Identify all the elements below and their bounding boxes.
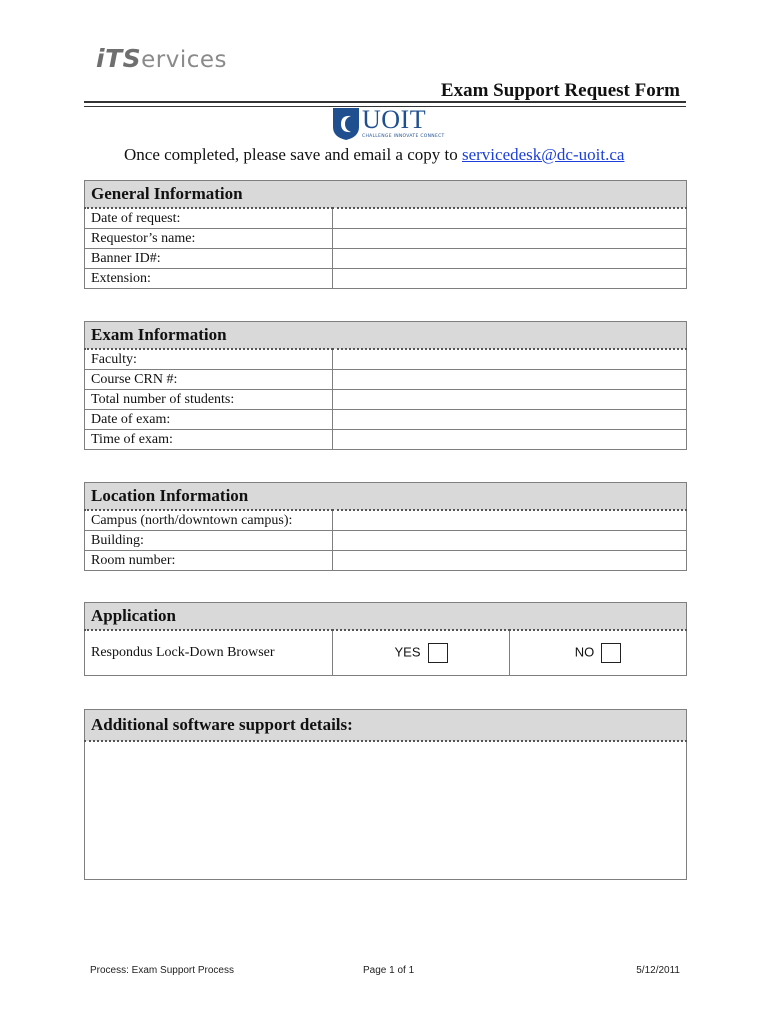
uoit-shield-icon — [332, 107, 360, 141]
yes-label: YES — [394, 644, 421, 660]
field-label: Campus (north/downtown campus): — [85, 510, 333, 531]
table-row — [85, 630, 687, 676]
table-row — [85, 551, 687, 571]
servicedesk-email-link[interactable]: servicedesk@dc-uoit.ca — [461, 145, 625, 164]
faculty-field[interactable] — [333, 349, 687, 370]
building-field[interactable] — [333, 531, 687, 551]
table-row — [85, 430, 687, 450]
additional-details-section — [84, 709, 687, 880]
campus-field[interactable] — [333, 510, 687, 531]
uoit-logo — [332, 105, 445, 143]
table-row — [85, 410, 687, 430]
footer-date: 5/12/2011 — [636, 965, 680, 976]
field-label: Extension: — [85, 269, 333, 289]
field-label: Faculty: — [85, 349, 333, 370]
field-label: Requestor’s name: — [85, 229, 333, 249]
exam-information-section — [84, 321, 687, 450]
section-heading: Location Information — [85, 483, 687, 511]
table-row — [85, 249, 687, 269]
banner-id-field[interactable] — [333, 249, 687, 269]
table-row — [85, 531, 687, 551]
date-of-exam-field[interactable] — [333, 410, 687, 430]
table-row — [85, 510, 687, 531]
no-label: NO — [574, 644, 595, 660]
total-students-field[interactable] — [333, 390, 687, 410]
uoit-tagline: CHALLENGE INNOVATE CONNECT — [362, 134, 445, 139]
yes-option — [333, 630, 510, 676]
section-heading: Exam Information — [85, 322, 687, 350]
section-heading: Additional software support details: — [85, 710, 687, 742]
additional-details-field[interactable] — [85, 741, 687, 880]
general-information-section — [84, 180, 687, 289]
field-label: Date of exam: — [85, 410, 333, 430]
field-label: Room number: — [85, 551, 333, 571]
table-row — [85, 269, 687, 289]
section-heading: Application — [85, 603, 687, 631]
field-label: Banner ID#: — [85, 249, 333, 269]
room-number-field[interactable] — [333, 551, 687, 571]
field-label: Course CRN #: — [85, 370, 333, 390]
footer-process: Process: Exam Support Process — [90, 965, 234, 976]
table-row — [85, 229, 687, 249]
form-title: Exam Support Request Form — [440, 80, 680, 101]
application-section — [84, 602, 687, 676]
table-row — [85, 390, 687, 410]
logo-suffix: ervices — [141, 47, 228, 73]
field-label: Building: — [85, 531, 333, 551]
extension-field[interactable] — [333, 269, 687, 289]
instruction-label: Once completed, please save and email a copy to — [124, 145, 462, 164]
field-label: Respondus Lock-Down Browser — [85, 630, 333, 676]
uoit-wordmark: UOIT — [362, 105, 427, 134]
footer-page-number: Page 1 of 1 — [363, 965, 415, 976]
logo-prefix: iTS — [96, 44, 142, 73]
requestor-name-field[interactable] — [333, 229, 687, 249]
yes-checkbox[interactable] — [428, 643, 448, 663]
table-row — [85, 370, 687, 390]
instruction-text — [124, 145, 624, 165]
itservices-logo — [96, 44, 227, 73]
table-row — [85, 208, 687, 229]
date-of-request-field[interactable] — [333, 208, 687, 229]
field-label: Time of exam: — [85, 430, 333, 450]
table-row — [85, 349, 687, 370]
course-crn-field[interactable] — [333, 370, 687, 390]
field-label: Date of request: — [85, 208, 333, 229]
field-label: Total number of students: — [85, 390, 333, 410]
section-heading: General Information — [85, 181, 687, 209]
no-option — [510, 630, 687, 676]
time-of-exam-field[interactable] — [333, 430, 687, 450]
no-checkbox[interactable] — [601, 643, 621, 663]
location-information-section — [84, 482, 687, 571]
